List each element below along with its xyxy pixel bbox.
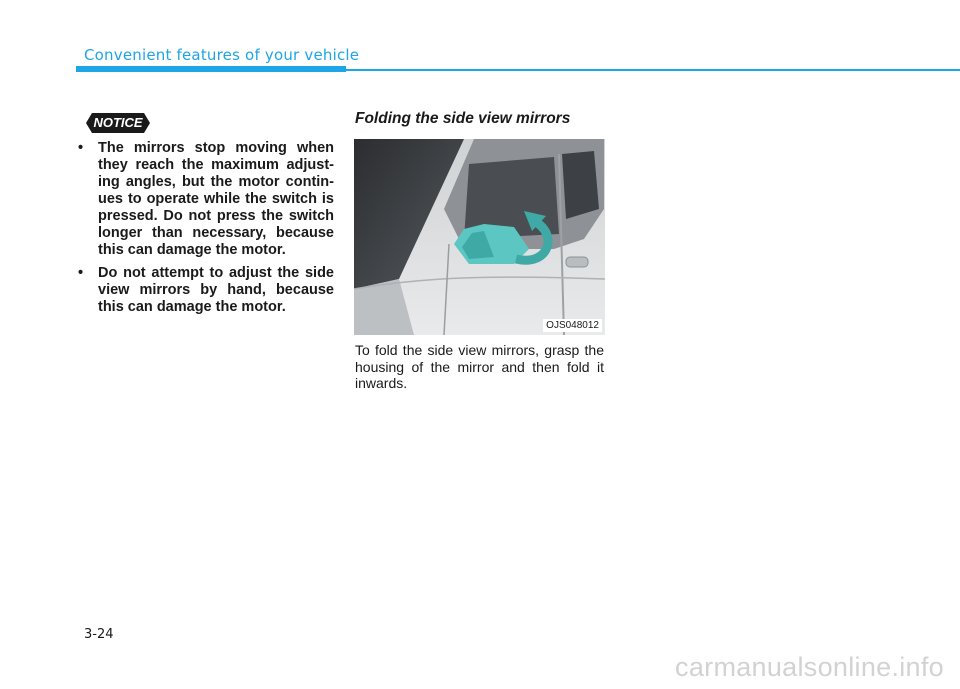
bullet-icon: •	[78, 140, 84, 156]
section-title: Convenient features of your vehicle	[84, 46, 360, 64]
notice-item-text: Do not attempt to adjust the side view mirrors by hand, because this can damage the motor.	[98, 265, 334, 315]
body-paragraph: To fold the side view mirrors, grasp the housing of the mirror and then fold it inwards.	[355, 342, 604, 391]
notice-item	[76, 265, 334, 316]
header-rule-accent	[76, 66, 346, 72]
notice-item	[76, 140, 334, 259]
figure-caption: OJS048012	[543, 319, 602, 332]
mirror-folding-illustration	[354, 139, 605, 335]
section-heading: Folding the side view mirrors	[355, 110, 571, 127]
notice-item-text: The mirrors stop moving when they reach the maximum adjust-ing angles, but the motor contin-ues to operate while the switch is pressed. Do not press the switch longer than necessary, because this can damage the motor.	[98, 140, 334, 258]
car-mirror-drawing	[354, 139, 605, 335]
page-number: 3-24	[84, 627, 114, 642]
header-rule	[346, 69, 960, 71]
notice-badge-label: NOTICE	[93, 115, 143, 130]
watermark: carmanualsonline.info	[675, 652, 944, 682]
notice-list	[76, 140, 334, 322]
notice-badge	[86, 113, 150, 133]
bullet-icon: •	[78, 265, 84, 281]
